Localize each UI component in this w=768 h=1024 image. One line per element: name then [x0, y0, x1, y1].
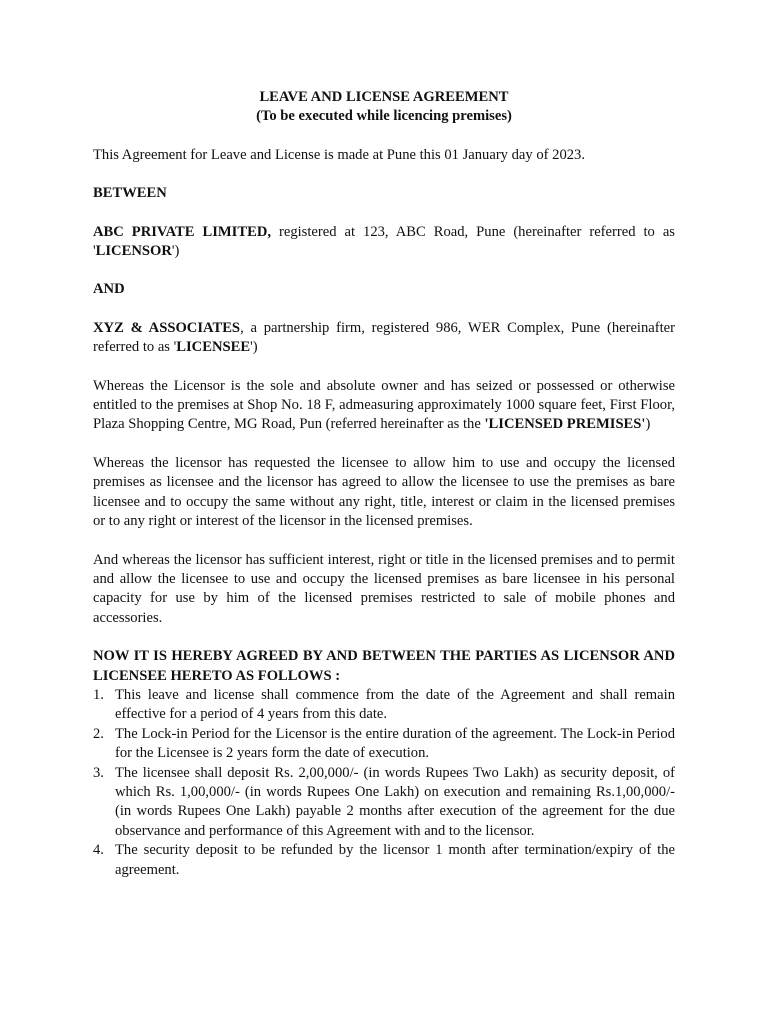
clause-item: [93, 841, 675, 880]
title-block: [93, 88, 675, 127]
clause-text: This leave and license shall commence from the date of the Agreement and shall remain effective for a period of 4 years from this date.: [115, 686, 675, 723]
document-page: [93, 88, 675, 880]
document-subtitle: (To be executed while licencing premises): [256, 108, 512, 125]
and-heading: AND: [93, 281, 125, 298]
clause-item: [93, 725, 675, 764]
clause-text: The security deposit to be refunded by the licensor 1 month after termination/expiry of the agreement.: [115, 842, 675, 878]
clause-number: 3.: [93, 764, 104, 781]
clause-item: [93, 764, 675, 842]
whereas-1-text: Whereas the Licensor is the sole and absolute owner and has seized or possessed or otherwise entitled to the premises at Shop No. 18 F, admeasuring approximately 1000 square feet, First Floor, Plaza Shopping Centre, MG Road, Pun (referred hereinafter as the: [93, 377, 675, 433]
clause-text: The licensee shall deposit Rs. 2,00,000/- (in words Rupees Two Lakh) as security deposit, of which Rs. 1,00,000/- (in words Rupees One Lakh) on execution and remaining Rs.1,00,000/- (in words Rupees One Lakh) payable 2 months after execution of the agreement for the due observance and performance of this Agreement with and to the licensor.: [115, 764, 675, 839]
licensee-name: XYZ & ASSOCIATES: [93, 319, 241, 336]
clause-number: 4.: [93, 842, 104, 859]
licensor-role: LICENSOR: [95, 243, 172, 260]
licensee-text: , a partnership firm, registered 986, WER Complex, Pune (hereinafter referred to as ': [93, 319, 676, 356]
agreement-heading: NOW IT IS HEREBY AGREED BY AND BETWEEN THE PARTIES AS LICENSOR AND LICENSEE HERETO AS FOLLOWS :: [93, 648, 675, 684]
whereas-1-text-after: ): [645, 416, 651, 433]
document-title: LEAVE AND LICENSE AGREEMENT: [259, 89, 509, 105]
whereas-paragraph-3: And whereas the licensor has sufficient interest, right or title in the licensed premises and to permit and allow the licensee to use and occupy the licensed premises as bare licensee in his personal capacity for use by him of the licensed premises restricted to sale of mobile phones and accessories.: [93, 551, 675, 626]
licensor-text-after: '): [171, 243, 180, 260]
licensor-paragraph: [93, 223, 675, 262]
clauses-list: [93, 686, 675, 880]
whereas-paragraph-2: Whereas the licensor has requested the licensee to allow him to use and occupy the licensed premises as licensee and the licensor has agreed to allow the licensee to use the premises as bare licensee and to occupy the same without any right, title, interest or claim in the licensed premises or to any right or interest of the licensor in the licensed premises.: [93, 454, 675, 530]
whereas-paragraph-1: [93, 377, 675, 435]
licensee-paragraph: [93, 319, 675, 358]
licensor-name: ABC PRIVATE LIMITED,: [93, 223, 272, 240]
licensed-premises-term: 'LICENSED PREMISES': [484, 416, 646, 433]
intro-paragraph: This Agreement for Leave and License is made at Pune this 01 January day of 2023.: [93, 146, 585, 163]
clause-item: [93, 686, 675, 725]
licensee-text-after: '): [250, 339, 258, 356]
clause-text: The Lock-in Period for the Licensor is the entire duration of the agreement. The Lock-in Period for the Licensee is 2 years form the date of execution.: [115, 725, 675, 762]
clause-number: 1.: [93, 686, 104, 703]
licensor-text: registered at 123, ABC Road, Pune (hereinafter referred to as ': [93, 223, 675, 260]
between-heading: BETWEEN: [93, 185, 167, 202]
clause-number: 2.: [93, 725, 104, 742]
licensee-role: LICENSEE: [176, 339, 251, 356]
